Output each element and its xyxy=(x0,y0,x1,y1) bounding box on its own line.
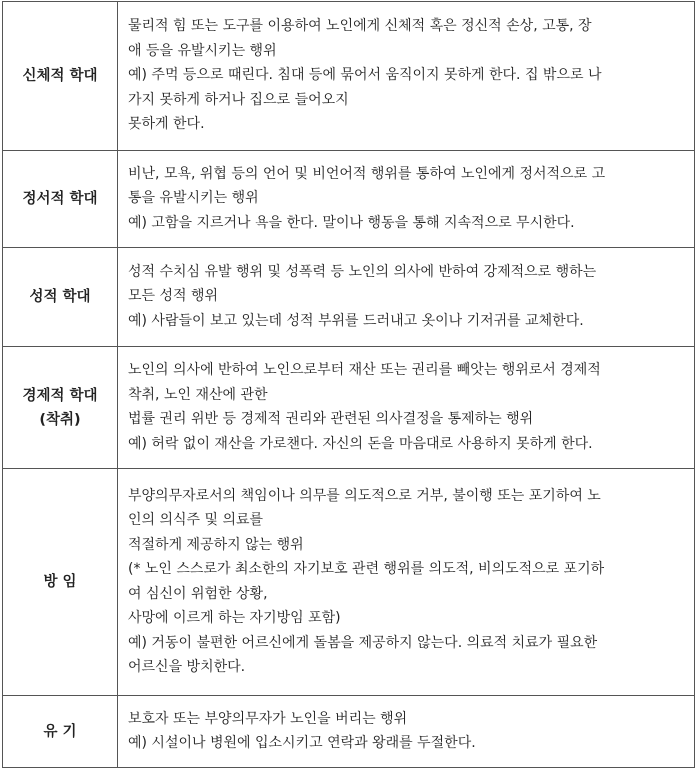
abuse-description-cell xyxy=(118,347,695,469)
table-row-sexual-abuse xyxy=(3,248,695,347)
description-line: 법률 권리 위반 등 경제적 권리와 관련된 의사결정을 통제하는 행위 xyxy=(128,411,534,427)
abuse-type-cell xyxy=(3,469,118,696)
abuse-type-cell xyxy=(3,2,118,151)
abuse-description-cell xyxy=(118,248,695,347)
abuse-type-label: 유 기 xyxy=(43,723,77,740)
abuse-type-cell xyxy=(3,151,118,248)
abuse-description-cell xyxy=(118,151,695,248)
example-line: 못하게 한다. xyxy=(128,116,205,133)
abuse-type-sublabel: (착취) xyxy=(39,411,81,428)
abuse-type-label: 신체적 학대 xyxy=(22,68,98,84)
table-row-emotional-abuse xyxy=(3,151,695,248)
description-line: 애 등을 유발시키는 행위 xyxy=(128,42,277,59)
note-line: 사망에 이르게 하는 자기방임 포함) xyxy=(128,610,341,626)
abuse-description-cell xyxy=(118,2,695,151)
note-line: (* 노인 스스로가 최소한의 자기보호 관련 행위를 의도적, 비의도적으로 포기하 xyxy=(128,561,605,577)
example-line: 예) 시설이나 병원에 입소시키고 연락과 왕래를 두절한다. xyxy=(128,735,476,751)
description-line: 비난, 모욕, 위협 등의 언어 및 비언어적 행위를 통하여 노인에게 정서적으로 고 xyxy=(128,165,606,182)
description-line: 적절하게 제공하지 않는 행위 xyxy=(128,536,304,553)
table-row-physical-abuse xyxy=(3,2,695,151)
example-line: 예) 주먹 등으로 때린다. 침대 등에 묶어서 움직이지 못하게 한다. 집 밖으로 나 xyxy=(128,67,602,84)
example-line: 예) 고함을 지르거나 욕을 한다. 말이나 행동을 통해 지속적으로 무시한다. xyxy=(128,214,575,231)
abuse-type-cell xyxy=(3,248,118,347)
example-line: 예) 허락 없이 재산을 가로챈다. 자신의 돈을 마음대로 사용하지 못하게 한다. xyxy=(128,435,593,452)
abuse-type-label: 방 임 xyxy=(43,574,77,590)
description-line: 보호자 또는 부양의무자가 노인을 버리는 행위 xyxy=(128,710,408,727)
description-line: 부양의무자로서의 책임이나 의무를 의도적으로 거부, 불이행 또는 포기하여 노 xyxy=(128,487,601,504)
table-row-abandonment xyxy=(3,696,695,768)
description-line: 모든 성적 행위 xyxy=(128,288,219,305)
table-row-financial-abuse xyxy=(3,347,695,469)
table-row-neglect xyxy=(3,469,695,696)
abuse-description-cell xyxy=(118,469,695,696)
elder-abuse-types-table xyxy=(2,1,695,768)
abuse-type-label: 성적 학대 xyxy=(29,289,91,305)
example-line: 가지 못하게 하거나 집으로 들어오지 xyxy=(128,91,349,108)
example-line: 예) 거동이 불편한 어르신에게 돌봄을 제공하지 않는다. 의료적 치료가 필요한 xyxy=(128,634,598,651)
abuse-type-label: 정서적 학대 xyxy=(22,191,98,207)
abuse-type-label: 경제적 학대 xyxy=(22,387,98,404)
description-line: 성적 수치심 유발 행위 및 성폭력 등 노인의 의사에 반하여 강제적으로 행하는 xyxy=(128,263,597,280)
example-line: 어르신을 방치한다. xyxy=(128,659,246,675)
abuse-type-cell xyxy=(3,696,118,768)
description-line: 인의 의식주 및 의료를 xyxy=(128,512,264,528)
abuse-description-cell xyxy=(118,696,695,768)
description-line: 노인의 의사에 반하여 노인으로부터 재산 또는 권리를 빼앗는 행위로서 경제적 xyxy=(128,362,601,378)
description-line: 물리적 힘 또는 도구를 이용하여 노인에게 신체적 혹은 정신적 손상, 고통, 장 xyxy=(128,18,592,35)
table-body xyxy=(3,2,695,768)
description-line: 착취, 노인 재산에 관한 xyxy=(128,386,268,403)
example-line: 예) 사람들이 보고 있는데 성적 부위를 드러내고 옷이나 기저귀를 교체한다. xyxy=(128,312,584,329)
abuse-type-cell xyxy=(3,347,118,469)
note-line: 여 심신이 위험한 상황, xyxy=(128,585,268,602)
description-line: 통을 유발시키는 행위 xyxy=(128,190,259,207)
